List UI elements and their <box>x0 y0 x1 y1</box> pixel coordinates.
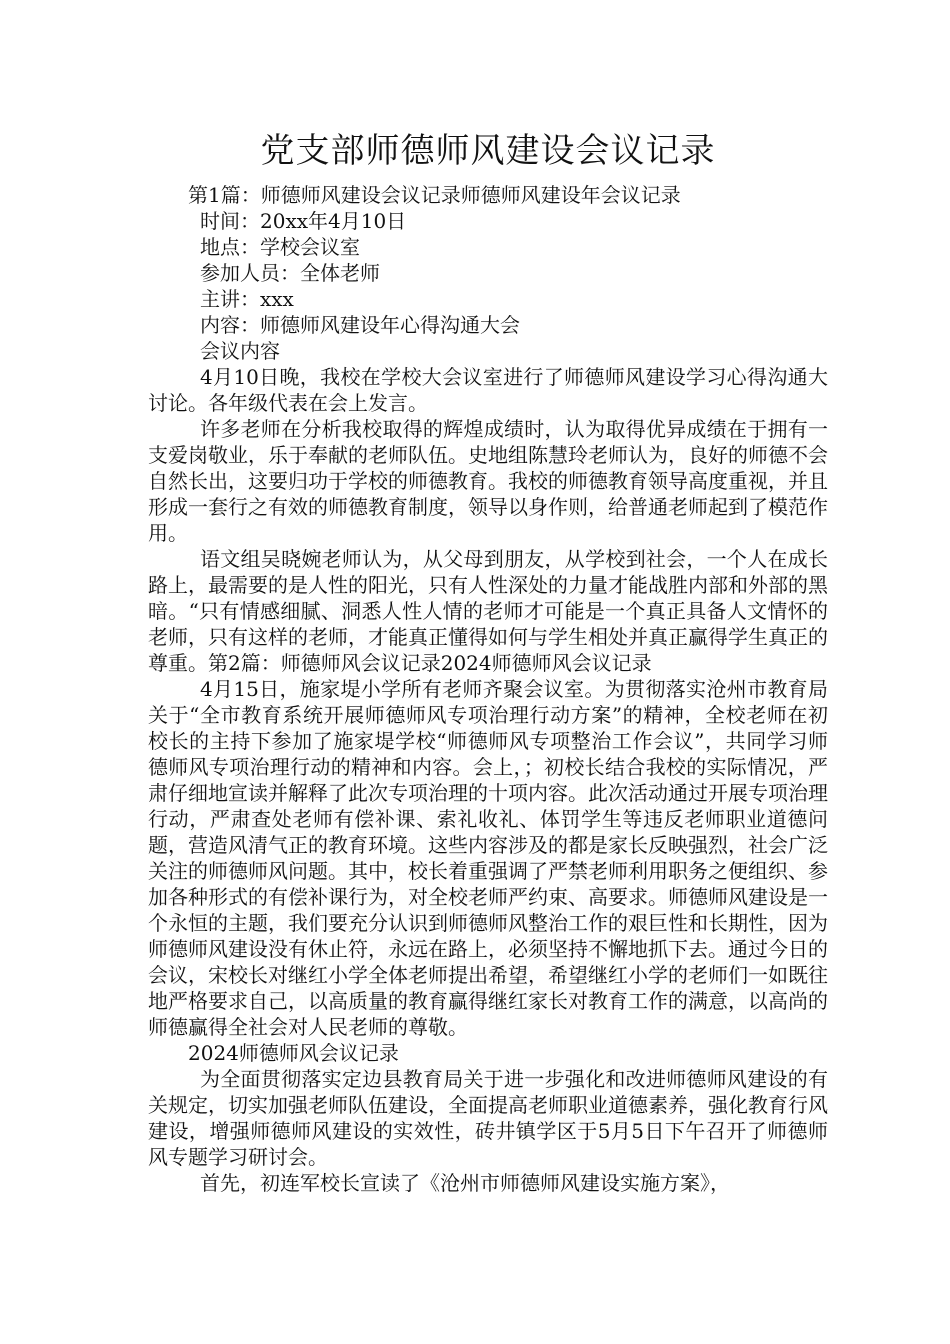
subheading-2024: 2024师德师风会议记录 <box>188 1041 399 1065</box>
meta-speaker: 主讲：xxx <box>200 287 294 311</box>
paragraph-3: 语文组吴晓婉老师认为，从父母到朋友，从学校到社会，一个人在成长路上，最需要的是人性的阳光，只有人性深处的力量才能战胜内部和外部的黑暗。“只有情感细腻、洞悉人性人情的老师才可能是一个真正具备人文情怀的老师，只有这样的老师，才能真正懂得如何与学生相处并真正赢得学生真正的尊重。第2篇：师德师风会议记录2024师德师风会议记录 <box>148 547 828 675</box>
part1-heading: 第1篇：师德师风建设会议记录师德师风建设年会议记录 <box>188 183 681 207</box>
meta-participants: 参加人员：全体老师 <box>200 261 380 285</box>
paragraph-2: 许多老师在分析我校取得的辉煌成绩时，认为取得优异成绩在于拥有一支爱岗敬业，乐于奉献的老师队伍。史地组陈慧玲老师认为，良好的师德不会自然长出，这要归功于学校的师德教育。我校的师德教育领导高度重视，并且形成一套行之有效的师德教育制度，领导以身作则，给普通老师起到了模范作用。 <box>148 417 828 545</box>
meta-time: 时间：20xx年4月10日 <box>200 209 407 233</box>
meta-content: 内容：师德师风建设年心得沟通大会 <box>200 313 520 337</box>
paragraph-1: 4月10日晚，我校在学校大会议室进行了师德师风建设学习心得沟通大讨论。各年级代表在会上发言。 <box>148 365 828 415</box>
paragraph-4: 4月15日，施家堤小学所有老师齐聚会议室。为贯彻落实沧州市教育局关于“全市教育系统开展师德师风专项治理行动方案”的精神，全校老师在初校长的主持下参加了施家堤学校“师德师风专项整治工作会议”，共同学习师德师风专项治理行动的精神和内容。会上，；初校长结合我校的实际情况，严肃仔细地宣读并解释了此次专项治理的十项内容。此次活动通过开展专项治理行动，严肃查处老师有偿补课、索礼收礼、体罚学生等违反老师职业道德问题，营造风清气正的教育环境。这些内容涉及的都是家长反映强烈，社会广泛关注的师德师风问题。其中，校长着重强调了严禁老师利用职务之便组织、参加各种形式的有偿补课行为，对全校老师严约束、高要求。师德师风建设是一个永恒的主题，我们要充分认识到师德师风整治工作的艰巨性和长期性，因为师德师风建设没有休止符，永远在路上，必须坚持不懈地抓下去。通过今日的会议，宋校长对继红小学全体老师提出希望，希望继红小学的老师们一如既往地严格要求自己，以高质量的教育赢得继红家长对教育工作的满意，以高尚的师德赢得全社会对人民老师的尊敬。 <box>148 677 828 1039</box>
paragraph-6: 首先，初连军校长宣读了《沧州市师德师风建设实施方案》， <box>200 1171 730 1195</box>
paragraph-5: 为全面贯彻落实定边县教育局关于进一步强化和改进师德师风建设的有关规定，切实加强老师队伍建设，全面提高老师职业道德素养，强化教育行风建设，增强师德师风建设的实效性，砖井镇学区于5月5日下午召开了师德师风专题学习研讨会。 <box>148 1067 828 1169</box>
meta-location: 地点：学校会议室 <box>200 235 360 259</box>
document-title: 党支部师德师风建设会议记录 <box>260 131 716 171</box>
document-page <box>148 128 828 1196</box>
meta-section-label: 会议内容 <box>200 339 280 363</box>
